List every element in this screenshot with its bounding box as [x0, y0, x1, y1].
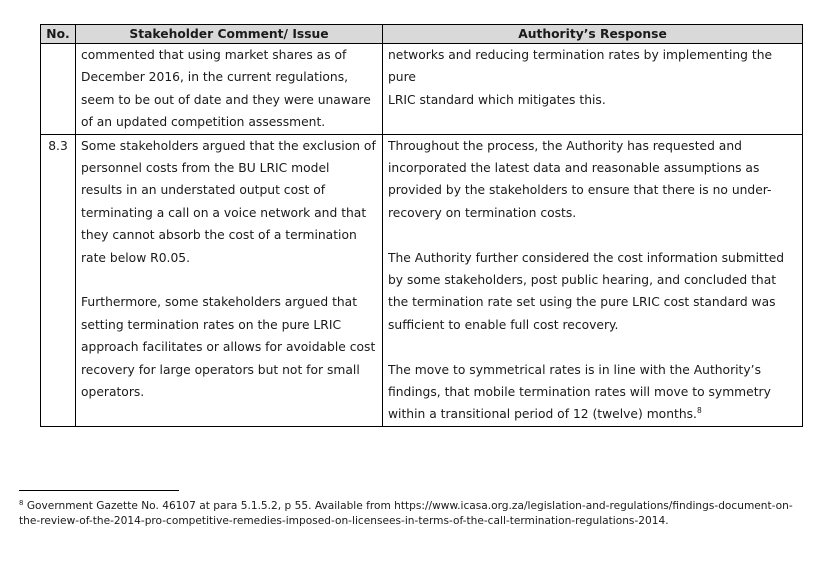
table-row-continued: [41, 44, 803, 135]
response-line: findings, that mobile termination rates will move to symmetry: [388, 385, 771, 400]
comment-line: December 2016, in the current regulations,: [81, 70, 349, 85]
response-line: by some stakeholders, post public hearing, and concluded that: [388, 273, 777, 288]
stakeholder-response-table: [40, 24, 803, 427]
response-line-text: within a transitional period of 12 (twelve) months.: [388, 407, 697, 422]
footnote: [19, 499, 809, 529]
comment-line: operators.: [81, 385, 145, 400]
header-authority-response: Authority’s Response: [383, 25, 803, 44]
response-line: the termination rate set using the pure LRIC cost standard was: [388, 295, 776, 310]
comment-line: Some stakeholders argued that the exclusion of: [81, 138, 376, 153]
comment-line: Furthermore, some stakeholders argued that: [81, 295, 358, 310]
response-line: sufficient to enable full cost recovery.: [388, 317, 619, 332]
response-line: [388, 403, 797, 425]
header-stakeholder-comment: Stakeholder Comment/ Issue: [76, 25, 383, 44]
response-line: LRIC standard which mitigates this.: [388, 92, 606, 107]
comment-line: rate below R0.05.: [81, 250, 190, 265]
table-row-8-3: [41, 134, 803, 426]
comment-cell: [76, 134, 383, 426]
footnote-separator: [19, 490, 179, 491]
response-line: networks and reducing termination rates by implementing the pure: [388, 48, 773, 85]
comment-line: they cannot absorb the cost of a termination: [81, 228, 357, 243]
response-line: recovery on termination costs.: [388, 205, 577, 220]
response-cell: [383, 134, 803, 426]
response-line: Throughout the process, the Authority has requested and: [388, 138, 742, 153]
response-line: incorporated the latest data and reasonable assumptions as: [388, 161, 760, 176]
footnote-text: Government Gazette No. 46107 at para 5.1.5.2, p 55. Available from https://www.icasa.org.za/legislation-and-regulations/findings-document-on-the-review-of-the-2014-pro-competitive-remedies-imposed-on-licensees-in-terms-of-the-call-termination-regulations-2014.: [19, 500, 793, 527]
comment-line: results in an understated output cost of: [81, 183, 326, 198]
comment-line: of an updated competition assessment.: [81, 115, 326, 130]
comment-line: commented that using market shares as of: [81, 48, 347, 62]
comment-line: setting termination rates on the pure LRIC: [81, 317, 342, 332]
row-number-cell: 8.3: [41, 134, 76, 426]
table-header-row: [41, 25, 803, 44]
comment-line: terminating a call on a voice network and that: [81, 205, 367, 220]
row-number-cell: [41, 44, 76, 135]
response-cell: [383, 44, 803, 135]
comment-cell: [76, 44, 383, 135]
response-line: The move to symmetrical rates is in line with the Authority’s: [388, 362, 761, 377]
comment-line: personnel costs from the BU LRIC model: [81, 161, 330, 176]
comment-line: recovery for large operators but not for small: [81, 362, 360, 377]
footnote-marker: 8: [19, 499, 24, 507]
response-line: provided by the stakeholders to ensure that there is no under-: [388, 183, 772, 198]
footnote-reference[interactable]: 8: [696, 406, 702, 416]
comment-line: seem to be out of date and they were unaware: [81, 92, 371, 107]
response-line: The Authority further considered the cost information submitted: [388, 250, 785, 265]
header-no: No.: [41, 25, 76, 44]
comment-line: approach facilitates or allows for avoidable cost: [81, 340, 376, 355]
